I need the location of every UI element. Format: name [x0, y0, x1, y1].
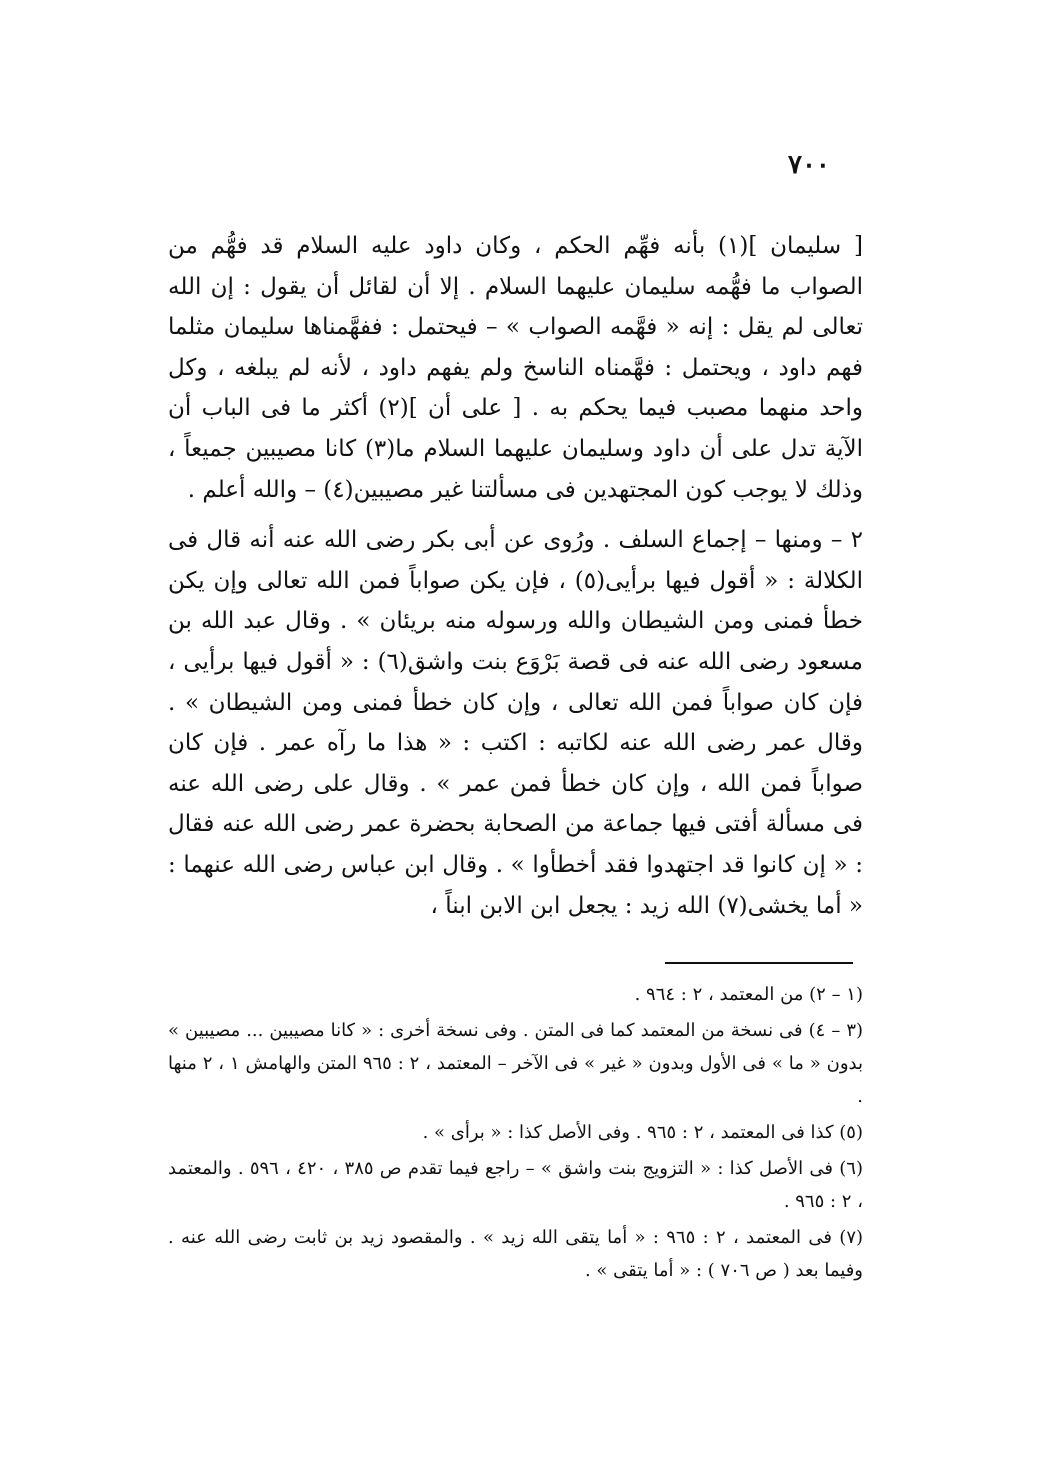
footnote: (٧) فى المعتمد ، ٢ : ٩٦٥ : « أما يتقى الله زيد » . والمقصود زيد بن ثابت رضى الله عنه . وفيما بعد ( ص ٧٠٦ ) : « أما يتقى » . — [168, 1227, 864, 1281]
footnotes — [168, 978, 863, 1290]
footnote: (٣ – ٤) فى نسخة من المعتمد كما فى المتن . وفى نسخة أخرى : « كانا مصيبين ... مصيبين » بدون « ما » فى الأول وبدون « غير » فى الآخر – المعتمد ، ٢ : ٩٦٥ المتن والهامش ١ ، ٢ منها . — [168, 1020, 864, 1107]
footnote: (٥) كذا فى المعتمد ، ٢ : ٩٦٥ . وفى الأصل كذا : « برأى » . — [422, 1122, 863, 1143]
paragraph: ٢ – ومنها – إجماع السلف . ورُوى عن أبى بكر رضى الله عنه أنه قال فى الكلالة : « أقول فيها برأيى(٥) ، فإن يكن صواباً فمن الله تعالى وإن يكن خطأ فمنى ومن الشيطان والله ورسوله منه بريئان » . وقال عبد الله بن مسعود رضى الله عنه فى قصة بَرْوَع بنت واشق(٦) : « أقول فيها برأيى ، فإن كان صواباً فمن الله تعالى ، وإن كان خطأ فمنى ومن الشيطان » . وقال عمر رضى الله عنه لكاتبه : اكتب : « هذا ما رآه عمر . فإن كان صواباً فمن الله ، وإن كان خطأ فمن عمر » . وقال على رضى الله عنه فى مسألة أفتى فيها جماعة من الصحابة بحضرة عمر رضى الله عنه فقال : « إن كانوا قد اجتهدوا فقد أخطأوا » . وقال ابن عباس رضى الله عنهما : « أما يخشى(٧) الله زيد : يجعل ابن الابن ابناً ، — [168, 527, 863, 919]
footnote: (٦) فى الأصل كذا : « التزويج بنت واشق » – راجع فيما تقدم ص ٣٨٥ ، ٤٢٠ ، ٥٩٦ . والمعتمد ، ٢ : ٩٦٥ . — [168, 1158, 863, 1212]
main-text — [168, 226, 863, 926]
footnote-divider — [665, 962, 853, 964]
footnote: (١ – ٢) من المعتمد ، ٢ : ٩٦٤ . — [634, 984, 863, 1005]
paragraph: [ سليمان ](١) بأنه فهِّم الحكم ، وكان داود عليه السلام قد فهُّم من الصواب ما فهُّمه سليمان عليهما السلام . إلا أن لقائل أن يقول : إن الله تعالى لم يقل : إنه « فهَّمه الصواب » – فيحتمل : ففهَّمناها سليمان مثلما فهم داود ، ويحتمل : فهَّمناه الناسخ ولم يفهم داود ، لأنه لم يبلغه ، وكل واحد منهما مصبب فيما يحكم به . [ على أن ](٢) أكثر ما فى الباب أن الآية تدل على أن داود وسليمان عليهما السلام ما(٣) كانا مصيبين جميعاً ، وذلك لا يوجب كون المجتهدين فى مسألتنا غير مصيبين(٤) – والله أعلم . — [168, 233, 863, 503]
page-number: ٧٠٠ — [788, 150, 830, 180]
